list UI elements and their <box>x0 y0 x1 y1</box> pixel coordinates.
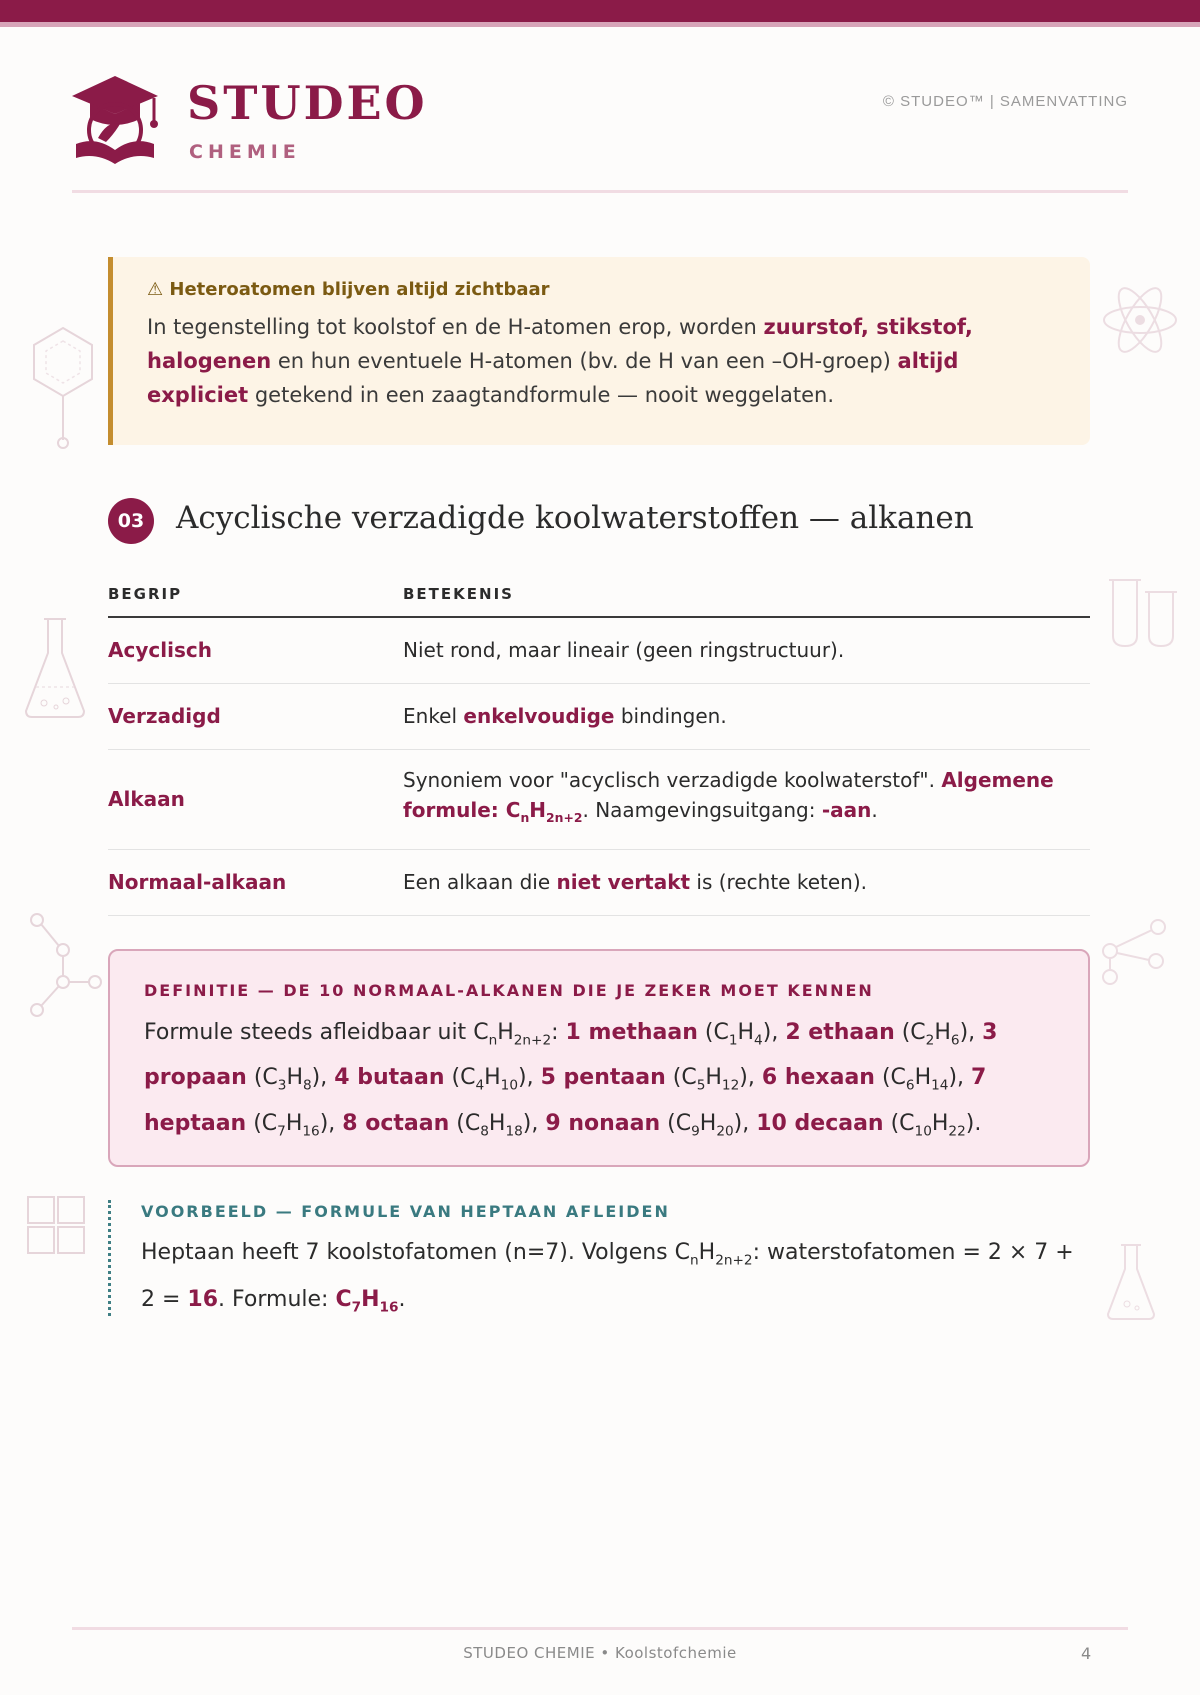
formula-subscript: 14 <box>931 1077 949 1094</box>
example-formula <box>335 1287 399 1316</box>
alkane-formula: $(C_1H_4)$ <box>697 1020 772 1049</box>
term-cell: Normaal-alkaan <box>108 849 403 915</box>
formula-symbol: H <box>361 1287 380 1313</box>
warning-text-part: getekend in een zaagtandformule — nooit weggelaten. <box>248 383 835 407</box>
meaning-text: bindingen. <box>614 704 727 728</box>
footer-text: STUDEO CHEMIE • Koolstofchemie <box>463 1644 737 1662</box>
formula-subscript: 2 <box>925 1032 935 1049</box>
top-accent-bar <box>0 0 1200 22</box>
alkane-item: 7 heptaan $(C_7H_{16})$, <box>144 1065 987 1140</box>
meaning-cell <box>403 849 1090 915</box>
header-divider <box>72 190 1128 193</box>
meaning-text: Enkel <box>403 704 464 728</box>
column-header-begrip: BEGRIP <box>108 572 403 617</box>
molecule-chain-icon <box>25 910 105 1020</box>
section-number-badge: 03 <box>108 498 154 544</box>
formula-subscript: 2n+2 <box>513 1032 552 1049</box>
warning-text <box>147 310 1056 412</box>
example-block <box>108 1200 1090 1316</box>
alkane-formula: $(C_{10}H_{22})$ <box>883 1110 975 1140</box>
formula-symbol: C <box>505 798 521 822</box>
footer-divider <box>72 1627 1128 1630</box>
formula-subscript: n <box>488 1032 498 1049</box>
formula-subscript: 4 <box>475 1077 485 1094</box>
table-header-row <box>108 572 1090 617</box>
formula-subscript: 20 <box>716 1123 734 1140</box>
meaning-text: Synoniem voor "acyclisch verzadigde koolwaterstof". <box>403 768 942 792</box>
formula-subscript: 9 <box>691 1123 700 1140</box>
formula-subscript: 5 <box>696 1077 706 1094</box>
alkane-name: 9 nonaan <box>545 1110 661 1136</box>
formula-symbol: C <box>674 1240 691 1265</box>
meaning-cell <box>403 683 1090 749</box>
alkane-name: 3 propaan <box>144 1020 998 1091</box>
meaning-highlight: enkelvoudige <box>463 704 615 728</box>
alkane-formula: $(C_2H_6)$ <box>894 1020 969 1049</box>
term-cell: Alkaan <box>108 749 403 849</box>
share-molecule-icon <box>1098 915 1170 987</box>
formula-subscript: 8 <box>302 1077 312 1094</box>
alkane-name: 4 butaan <box>334 1065 445 1091</box>
section-title: Acyclische verzadigde koolwaterstoffen — alkanen <box>176 500 974 536</box>
meaning-highlight: niet vertakt <box>556 870 691 894</box>
flask-icon <box>22 615 88 720</box>
example-text-part: . <box>398 1287 406 1313</box>
atom-icon <box>1100 282 1180 358</box>
meaning-cell: Niet rond, maar lineair (geen ringstructuur). <box>403 617 1090 683</box>
flask-icon-small <box>1105 1242 1157 1322</box>
meaning-text: . <box>871 798 878 822</box>
table-row <box>108 849 1090 915</box>
definition-text <box>144 1014 1054 1150</box>
example-result: 16 <box>187 1287 219 1313</box>
example-text-part: : waterstofatomen = 2 × 7 + 2 = <box>141 1240 1074 1313</box>
example-text-part: Heptaan heeft 7 koolstofatomen (n=7). Volgens <box>141 1240 675 1265</box>
formula-symbol: H <box>497 1020 514 1045</box>
term-cell: Acyclisch <box>108 617 403 683</box>
periodic-table-icon <box>26 1195 88 1257</box>
formula-subscript: 6 <box>950 1032 960 1049</box>
alkane-formula: $(C_9H_{20})$ <box>660 1110 743 1140</box>
alkane-formula: $(C_6H_{14})$ <box>874 1065 958 1094</box>
formula-subscript: 1 <box>728 1032 738 1049</box>
graduation-cap-logo-icon <box>70 70 160 166</box>
alkane-name: 7 heptaan <box>144 1065 987 1136</box>
alkane-name: 5 pentaan <box>540 1065 666 1091</box>
formula-subscript: 2n+2 <box>546 810 583 825</box>
alkane-item: 1 methaan $(C_1H_4)$, <box>565 1020 786 1049</box>
warning-text-part: en hun eventuele H-atomen (bv. de H van een –OH-groep) <box>271 349 898 373</box>
warning-title: ⚠ Heteroatomen blijven altijd zichtbaar <box>147 279 550 300</box>
alkane-item: 2 ethaan $(C_2H_6)$, <box>785 1020 983 1049</box>
formula-label: Algemene formule: <box>403 768 1054 822</box>
warning-highlight: zuurstof, stikstof, halogenen <box>147 315 973 373</box>
alkane-formula: $(C_8H_{18})$ <box>449 1110 532 1140</box>
copyright-label: © STUDEO™ | SAMENVATTING <box>882 93 1128 110</box>
alkane-item: 5 pentaan $(C_5H_{12})$, <box>540 1065 762 1094</box>
example-text-part: . Formule: <box>218 1287 336 1313</box>
alkane-name: 6 hexaan <box>761 1065 875 1091</box>
alkane-item: 6 hexaan $(C_6H_{14})$, <box>761 1065 972 1094</box>
formula-subscript: 3 <box>277 1077 287 1094</box>
alkane-name: 2 ethaan <box>785 1020 895 1045</box>
meaning-text: . Naamgevingsuitgang: <box>582 798 822 822</box>
meaning-text: Een alkaan die <box>403 870 557 894</box>
warning-highlight: altijd expliciet <box>147 349 959 407</box>
meaning-highlight: -aan <box>821 798 872 822</box>
table-row <box>108 617 1090 683</box>
brand-name: STUDEO <box>187 76 428 130</box>
alkane-formula: $(C_5H_{12})$ <box>665 1065 748 1094</box>
formula-subscript: n <box>520 810 530 825</box>
alkane-name: 8 octaan <box>342 1110 450 1136</box>
formula-subscript: 18 <box>505 1123 523 1140</box>
alkane-item: 9 nonaan $(C_9H_{20})$, <box>545 1110 757 1140</box>
alkane-item: 4 butaan $(C_4H_{10})$, <box>334 1065 541 1094</box>
warning-text-part: In tegenstelling tot koolstof en de H-atomen erop, worden <box>147 315 764 339</box>
definition-intro: Formule steeds afleidbaar uit <box>144 1020 474 1045</box>
alkane-name: 1 methaan <box>565 1020 698 1045</box>
alkane-formula: $(C_7H_{16})$ <box>246 1110 329 1140</box>
formula-subscript: 2n+2 <box>715 1252 753 1269</box>
alkane-formula: $(C_3H_8)$ <box>246 1065 321 1094</box>
test-tubes-icon <box>1105 578 1180 648</box>
formula-subscript: 7 <box>277 1123 286 1140</box>
term-cell: Verzadigd <box>108 683 403 749</box>
formula-symbol: C <box>473 1020 489 1045</box>
top-accent-stripe <box>0 22 1200 27</box>
formula-subscript: 10 <box>914 1123 932 1140</box>
example-text <box>141 1233 1090 1328</box>
formula-subscript: 22 <box>948 1123 966 1140</box>
definition-box <box>108 949 1090 1167</box>
formula-symbol: H <box>698 1240 716 1265</box>
formula-subscript: 6 <box>905 1077 915 1094</box>
formula-subscript: 8 <box>480 1123 489 1140</box>
alkane-name: 10 decaan <box>756 1110 884 1136</box>
warning-callout <box>108 257 1090 445</box>
meaning-text: is (rechte keten). <box>690 870 867 894</box>
formula-subscript: 7 <box>351 1299 362 1316</box>
terms-table <box>108 572 1090 916</box>
alkane-item: 3 propaan $(C_3H_8)$, <box>144 1020 998 1094</box>
table-row <box>108 683 1090 749</box>
formula-subscript: 12 <box>721 1077 740 1094</box>
table-row <box>108 749 1090 849</box>
alkane-formula: $(C_4H_{10})$ <box>444 1065 527 1094</box>
formula-symbol: H <box>529 798 547 822</box>
example-title: VOORBEELD — FORMULE VAN HEPTAAN AFLEIDEN <box>141 1202 670 1221</box>
brand-subtitle: CHEMIE <box>189 141 301 163</box>
formula-subscript: 16 <box>379 1299 399 1316</box>
page-number: 4 <box>1081 1644 1092 1663</box>
formula-symbol: C <box>335 1287 352 1313</box>
meaning-cell <box>403 749 1090 849</box>
formula-subscript: 4 <box>754 1032 763 1049</box>
alkane-item: 10 decaan $(C_{10}H_{22})$. <box>756 1110 982 1140</box>
formula-subscript: 16 <box>302 1123 320 1140</box>
formula-subscript: n <box>690 1252 699 1269</box>
definition-colon: : <box>551 1020 566 1045</box>
alkane-item: 8 octaan $(C_8H_{18})$, <box>342 1110 546 1140</box>
definition-title: DEFINITIE — DE 10 NORMAAL-ALKANEN DIE JE ZEKER MOET KENNEN <box>144 981 874 1000</box>
column-header-betekenis: BETEKENIS <box>403 572 1090 617</box>
hexagon-molecule-icon <box>28 325 98 450</box>
formula-subscript: 10 <box>500 1077 518 1094</box>
